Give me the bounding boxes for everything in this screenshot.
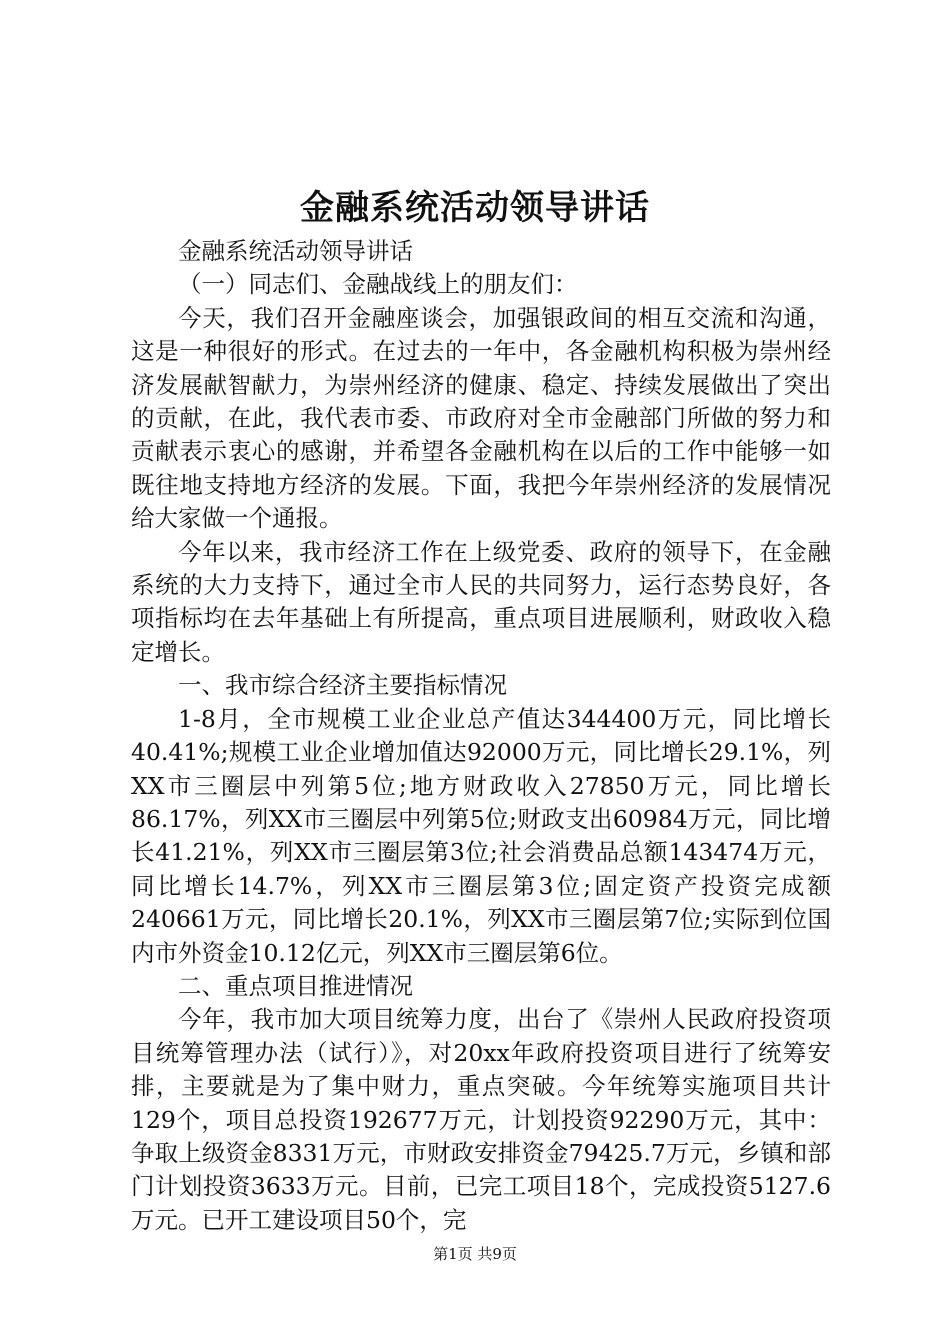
paragraph-overview: 今年以来，我市经济工作在上级党委、政府的领导下，在金融系统的大力支持下，通过全市人民的共同努力，运行态势良好，各项指标均在去年基础上有所提高，重点项目进展顺利，财政收入稳定增长。 (131, 537, 831, 666)
paragraph-salutation: （一）同志们、金融战线上的朋友们： (178, 270, 578, 299)
paragraph-heading: 金融系统活动领导讲话 (178, 237, 413, 265)
paragraph-opening: 今天，我们召开金融座谈会，加强银政间的相互交流和沟通，这是一种很好的形式。在过去的一年中，各金融机构积极为崇州经济发展献智献力，为崇州经济的健康、稳定、持续发展做出了突出的贡献，在此，我代表市委、市政府对全市金融部门所做的努力和贡献表示衷心的感谢，并希望各金融机构在以后的工作中能够一如既往地支持地方经济的发展。下面，我把今年崇州经济的发展情况给大家做一个通报。 (131, 303, 831, 533)
paragraph-projects: 今年，我市加大项目统筹力度，出台了《崇州人民政府投资项目统筹管理办法（试行）》，对20xx年政府投资项目进行了统筹安排，主要就是为了集中财力，重点突破。今年统筹实施项目共计129个，项目总投资192677万元，计划投资92290万元，其中：争取上级资金8331万元，市财政安排资金79425.7万元，乡镇和部门计划投资3633万元。目前，已完工项目18个，完成投资5127.6万元。已开工建设项目50个，完 (131, 1005, 831, 1234)
paragraph-indicators: 1-8月，全市规模工业企业总产值达344400万元，同比增长40.41%;规模工业企业增加值达92000万元，同比增长29.1%，列XX市三圈层中列第5位;地方财政收入27850万元，同比增长86.17%，列XX市三圈层中列第5位;财政支出60984万元，同比增长41.21%，列XX市三圈层第3位;社会消费品总额143474万元，同比增长14.7%，列XX市三圈层第3位;固定资产投资完成额240661万元，同比增长20.1%，列XX市三圈层第7位;实际到位国内市外资金10.12亿元，列XX市三圈层第6位。 (131, 704, 831, 967)
document-body (131, 235, 831, 1237)
page-number-footer: 第1页 共9页 (433, 1245, 517, 1263)
section-heading-indicators: 一、我市综合经济主要指标情况 (178, 671, 507, 700)
document-title: 金融系统活动领导讲话 (300, 188, 650, 228)
section-heading-projects: 二、重点项目推进情况 (178, 971, 413, 1000)
